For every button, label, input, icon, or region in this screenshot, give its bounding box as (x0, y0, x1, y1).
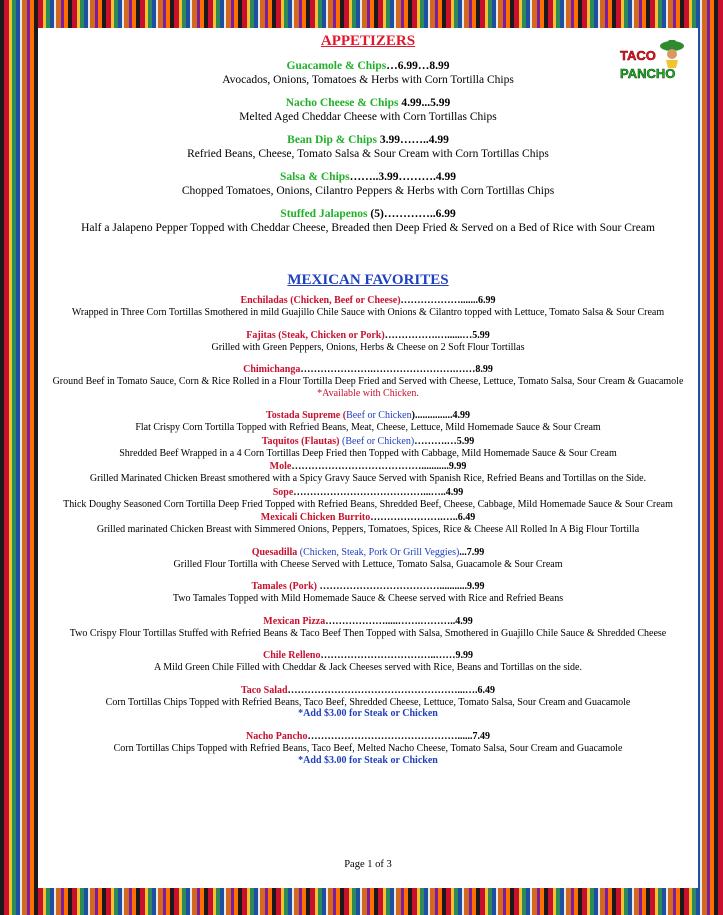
appetizer-price: (5)…………..6.99 (367, 208, 456, 220)
favorite-name-line (46, 616, 690, 628)
appetizer-name-line (46, 207, 690, 221)
favorite-description (46, 422, 690, 434)
favorites-list (46, 295, 690, 767)
favorite-description (46, 743, 690, 755)
favorite-description (46, 524, 690, 536)
favorite-price: ………………….…………………….……8.99 (300, 364, 493, 375)
favorite-name: Tostada Supreme ( (266, 410, 347, 421)
appetizer-price: …6.99…8.99 (386, 60, 450, 72)
favorite-description (46, 307, 690, 319)
favorite-item (46, 650, 690, 674)
appetizer-name-line (46, 96, 690, 110)
availability-note: *Available with Chicken. (317, 387, 419, 399)
appetizer-name-line (46, 133, 690, 147)
favorite-name: Taco Salad (240, 684, 288, 696)
favorite-description (46, 499, 690, 511)
favorite-item (46, 512, 690, 536)
appetizer-name-line (46, 59, 690, 73)
favorite-options: (Chicken, Steak, Pork Or Grill Veggies) (299, 546, 460, 558)
favorite-item (46, 330, 690, 354)
favorite-price: …………………………………...…..4.99 (293, 486, 464, 498)
favorite-item (46, 436, 690, 460)
appetizer-description: Avocados, Onions, Tomatoes & Herbs with Corn Tortilla Chips (222, 74, 514, 86)
favorite-price: ………………………………...........9.99 (316, 581, 485, 592)
appetizer-name: Bean Dip & Chips (287, 134, 377, 146)
appetizer-description: Half a Jalapeno Pepper Topped with Cheddar Cheese, Breaded then Deep Fried & Served on a Bed of Rice with Sour Cream (81, 222, 655, 234)
taco-pancho-logo (618, 38, 690, 84)
favorite-price: ……………….......6.99 (400, 295, 496, 306)
favorite-name-line (46, 461, 690, 473)
favorite-name: Sope (272, 486, 294, 498)
favorite-price: ……………………………..……9.99 (320, 650, 473, 661)
favorite-description-text: Flat Crispy Corn Tortilla Topped with Refried Beans, Meat, Cheese, Lettuce, Mild Homemade Sauce & Sour Cream (135, 422, 601, 433)
favorite-description-text: Two Tamales Topped with Mild Homemade Sauce & Cheese served with Rice and Refried Beans (172, 593, 564, 604)
favorite-price: ...7.99 (459, 546, 485, 558)
favorite-name: Fajitas (Steak, Chicken or Pork) (246, 329, 385, 341)
favorite-name: Taquitos (Flautas) (261, 435, 342, 447)
appetizer-item (46, 59, 690, 87)
favorite-description-text: Thick Doughy Seasoned Corn Tortilla Deep Fried Topped with Refried Beans, Shredded Beef, Cheese, Cabbage, Mild Homemade Sauce & Sour Cream (63, 498, 673, 510)
favorite-description (46, 662, 690, 674)
appetizers-heading: APPETIZERS (320, 33, 416, 49)
favorite-name: Chimichanga (243, 364, 301, 375)
favorite-item (46, 547, 690, 571)
addon-note: *Add $3.00 for Steak or Chicken (298, 754, 438, 766)
favorite-description (46, 376, 690, 399)
favorite-price: …………….…......…5.99 (384, 329, 490, 341)
page-number: Page 1 of 3 (344, 859, 392, 870)
favorite-name: Tamales (Pork) (251, 581, 317, 592)
appetizer-name: Stuffed Jalapenos (280, 208, 368, 220)
favorite-item (46, 616, 690, 640)
favorite-name: Mexicali Chicken Burrito (260, 512, 371, 523)
favorite-price: ……….…5.99 (414, 435, 475, 447)
favorite-description-text: Shredded Beef Wrapped in a 4 Corn Tortillas Deep Fried then Topped with Cabbage, Mild Homemade Sauce & Sour Cream (119, 447, 617, 459)
appetizer-price: 3.99……..4.99 (376, 134, 449, 146)
favorite-price: …………………………………...........9.99 (291, 461, 467, 472)
favorite-item (46, 364, 690, 399)
favorite-item (46, 461, 690, 485)
favorite-name: Quesadilla (251, 546, 300, 558)
favorite-name-line (46, 650, 690, 662)
appetizer-description: Chopped Tomatoes, Onions, Cilantro Peppers & Herbs with Corn Tortillas Chips (181, 185, 555, 197)
favorite-name: Nacho Pancho (246, 731, 308, 742)
appetizer-name: Salsa & Chips (279, 171, 350, 183)
favorite-name-line (46, 731, 690, 743)
favorite-item (46, 731, 690, 767)
favorite-price: ………………………………………......7.49 (307, 731, 490, 742)
favorite-name-line (46, 512, 690, 524)
appetizer-name-line (46, 170, 690, 184)
favorite-name-line (46, 685, 690, 697)
favorite-options: (Beef or Chicken) (342, 435, 415, 447)
favorite-item (46, 410, 690, 434)
favorite-description (46, 559, 690, 571)
appetizer-description: Refried Beans, Cheese, Tomato Salsa & Sour Cream with Corn Tortillas Chips (187, 148, 549, 160)
addon-note: *Add $3.00 for Steak or Chicken (298, 708, 438, 719)
favorite-description-text: A Mild Green Chile Filled with Cheddar & Jack Cheeses served with Rice, Beans and Tortillas on the side. (154, 662, 582, 673)
favorite-price: )...............4.99 (411, 410, 470, 421)
favorite-item (46, 487, 690, 511)
favorite-description-text: Grilled Marinated Chicken Breast smothered with a Spicy Gravy Sauce Served with Spanish Rice, Refried Beans and Tortillas on the Side. (89, 473, 647, 484)
favorite-description-text: Ground Beef in Tomato Sauce, Corn & Rice Rolled in a Flour Tortilla Deep Fried and Served with Cheese, Lettuce, Tomato Salsa, Sour Cream & Guacamole (52, 376, 684, 387)
appetizer-list (46, 59, 690, 235)
favorite-description-text: Corn Tortillas Chips Topped with Refried Beans, Taco Beef, Melted Nacho Cheese, Tomato Salsa, Sour Cream and Guacamole (113, 743, 623, 754)
favorite-item (46, 581, 690, 605)
favorite-name-line (46, 295, 690, 307)
favorite-name-line (46, 330, 690, 342)
favorite-name-line (46, 436, 690, 448)
appetizer-description: Melted Aged Cheddar Cheese with Corn Tortillas Chips (239, 111, 497, 123)
favorite-name-line (46, 487, 690, 499)
svg-text:PANCHO: PANCHO (620, 66, 676, 81)
favorite-name-line (46, 364, 690, 376)
favorite-description-text: Wrapped in Three Corn Tortillas Smothered in mild Guajillo Chile Sauce with Onions & Cilantro topped with Lettuce, Tomato Salsa & Sour Cream (71, 307, 665, 318)
favorite-name: Chile Relleno (263, 650, 321, 661)
favorite-name: Mole (269, 461, 292, 472)
favorite-description-text: Corn Tortillas Chips Topped with Refried Beans, Taco Beef, Shredded Cheese, Lettuce, Tomato Salsa, Sour Cream and Guacamole (105, 696, 631, 708)
favorite-description-text: Grilled Flour Tortilla with Cheese Served with Lettuce, Tomato Salsa, Guacamole & Sour Cream (173, 558, 563, 570)
appetizer-item (46, 96, 690, 124)
favorite-name-line (46, 410, 690, 422)
favorite-options: Beef or Chicken (346, 410, 412, 421)
favorite-description (46, 628, 690, 640)
appetizer-name: Guacamole & Chips (286, 60, 387, 72)
menu-page (38, 28, 698, 888)
favorite-price: ……………………………………………...….6.49 (287, 684, 496, 696)
favorite-description (46, 448, 690, 460)
favorite-name-line (46, 547, 690, 559)
svg-text:TACO: TACO (620, 48, 656, 63)
favorite-description (46, 593, 690, 605)
favorite-description (46, 342, 690, 354)
favorite-description (46, 697, 690, 709)
favorite-name-line (46, 581, 690, 593)
favorite-item (46, 295, 690, 319)
favorite-price: ………………….…..6.49 (370, 512, 476, 523)
favorite-description-text: Grilled with Green Peppers, Onions, Herbs & Cheese on 2 Soft Flour Tortillas (211, 341, 525, 353)
appetizer-item (46, 133, 690, 161)
appetizer-item (46, 207, 690, 235)
appetizer-name: Nacho Cheese & Chips (285, 97, 399, 109)
favorite-item (46, 685, 690, 721)
appetizer-item (46, 170, 690, 198)
favorite-description (46, 473, 690, 485)
appetizer-price: 4.99...5.99 (398, 97, 451, 109)
favorite-name: Enchiladas (Chicken, Beef or Cheese) (240, 295, 401, 306)
appetizer-price: ……..3.99……….4.99 (349, 171, 457, 183)
favorite-name: Mexican Pizza (263, 615, 326, 627)
favorite-description-text: Two Crispy Flour Tortillas Stuffed with Refried Beans & Taco Beef Then Topped with Salsa, Smothered in Guajillo Chile Sauce & Shredded Cheese (69, 627, 667, 639)
favorite-price: ……………….....…….………..4.99 (325, 615, 473, 627)
mexican-favorites-heading: MEXICAN FAVORITES (287, 272, 449, 288)
favorite-description-text: Grilled marinated Chicken Breast with Simmered Onions, Peppers, Tomatoes, Spices, Rice & Cheese All Rolled In A Big Flour Tortilla (96, 524, 640, 535)
